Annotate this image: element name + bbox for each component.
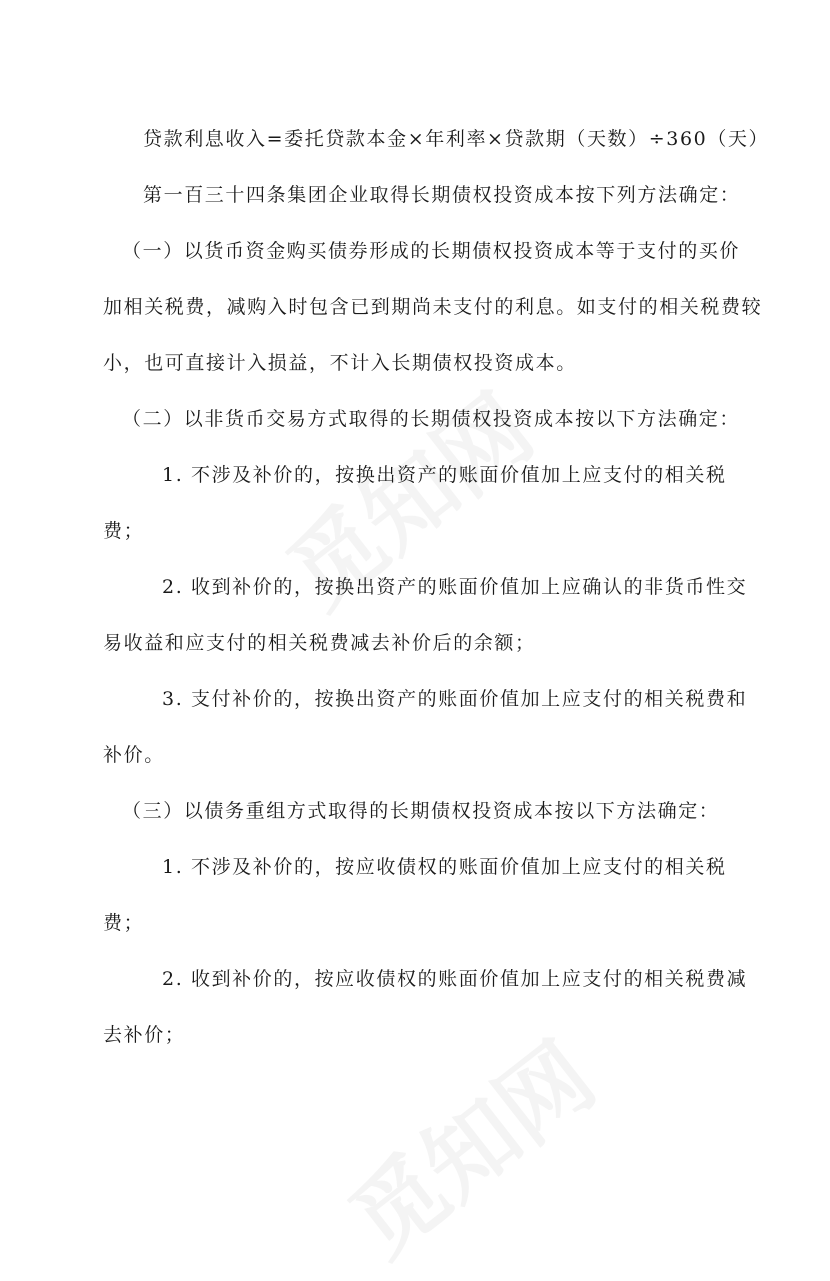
paragraph-line: 去补价； xyxy=(103,1024,186,1046)
paragraph-line: 加相关税费，减购入时包含已到期尚未支付的利息。如支付的相关税费较 xyxy=(103,296,763,318)
paragraph-line: 1. 不涉及补价的，按应收债权的账面价值加上应支付的相关税 xyxy=(162,856,727,878)
paragraph-line: 2. 收到补价的，按换出资产的账面价值加上应确认的非货币性交 xyxy=(162,576,748,598)
paragraph-line: 易收益和应支付的相关税费减去补价后的余额； xyxy=(103,632,536,654)
paragraph-line: 费； xyxy=(103,912,145,934)
paragraph-line: 1. 不涉及补价的，按换出资产的账面价值加上应支付的相关税 xyxy=(162,464,727,486)
paragraph-line: 第一百三十四条集团企业取得长期债权投资成本按下列方法确定： xyxy=(143,184,741,206)
paragraph-line: 补价。 xyxy=(103,744,165,766)
paragraph-line: 费； xyxy=(103,520,145,542)
paragraph-line: （三）以债务重组方式取得的长期债权投资成本按以下方法确定： xyxy=(122,800,720,822)
paragraph-line: 2. 收到补价的，按应收债权的账面价值加上应支付的相关税费减 xyxy=(162,968,748,990)
paragraph-line: （一）以货币资金购买债券形成的长期债权投资成本等于支付的买价 xyxy=(122,240,741,262)
paragraph-line: 3. 支付补价的，按换出资产的账面价值加上应支付的相关税费和 xyxy=(162,688,748,710)
watermark-logo xyxy=(319,1007,618,1281)
paragraph-line: 贷款利息收入=委托贷款本金×年利率×贷款期（天数）÷360（天） xyxy=(143,128,770,150)
paragraph-line: （二）以非货币交易方式取得的长期债权投资成本按以下方法确定： xyxy=(122,408,741,430)
paragraph-line: 小，也可直接计入损益，不计入长期债权投资成本。 xyxy=(103,352,577,374)
